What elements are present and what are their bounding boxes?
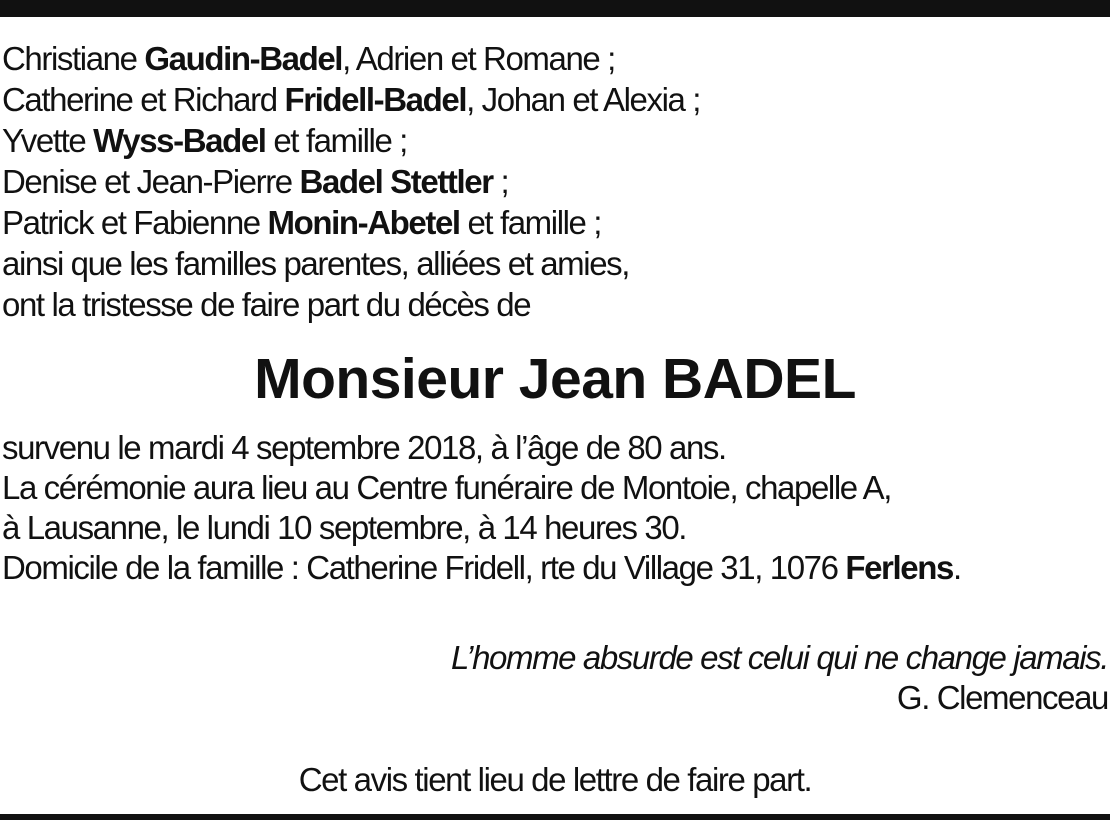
family-line-suffix: et famille ;	[265, 122, 407, 159]
domicile-period: .	[952, 549, 961, 586]
family-line	[2, 202, 1102, 243]
ceremony-line: La cérémonie aura lieu au Centre funéraire de Montoie, chapelle A,	[2, 469, 892, 506]
intro-line: ainsi que les familles parentes, alliées et amies,	[2, 245, 630, 282]
family-line-prefix: Patrick et Fabienne	[2, 204, 268, 241]
quote-author: G. Clemenceau	[896, 679, 1108, 716]
ceremony-details	[2, 428, 1110, 588]
family-line-prefix: Christiane	[2, 40, 145, 77]
family-line	[2, 38, 1102, 79]
family-line-suffix: , Johan et Alexia ;	[466, 81, 701, 118]
family-surname: Wyss-Badel	[93, 122, 266, 159]
family-line-suffix: ;	[492, 163, 509, 200]
family-surname: Monin-Abetel	[267, 204, 460, 241]
family-line-prefix: Catherine et Richard	[2, 81, 285, 118]
intro-line: ont la tristesse de faire part du décès de	[2, 286, 531, 323]
family-line	[2, 120, 1102, 161]
family-line-prefix: Denise et Jean-Pierre	[2, 163, 300, 200]
domicile-line	[2, 548, 1110, 588]
domicile-place: Ferlens	[845, 549, 953, 586]
family-line	[2, 79, 1102, 120]
deceased-name: Monsieur Jean BADEL	[254, 347, 856, 411]
closing-note: Cet avis tient lieu de lettre de faire part.	[298, 761, 812, 798]
quote-block	[451, 638, 1108, 718]
family-surname: Badel Stettler	[299, 163, 493, 200]
family-line-suffix: , Adrien et Romane ;	[342, 40, 615, 77]
quote-text: L’homme absurde est celui qui ne change jamais.	[451, 639, 1108, 676]
family-line	[2, 161, 1102, 202]
family-line-prefix: Yvette	[2, 122, 94, 159]
top-rule	[0, 0, 1110, 17]
family-surname: Fridell-Badel	[284, 81, 467, 118]
family-line-suffix: et famille ;	[459, 204, 602, 241]
ceremony-date-line: à Lausanne, le lundi 10 septembre, à 14 heures 30.	[2, 509, 687, 546]
domicile-address: Domicile de la famille : Catherine Fridell, rte du Village 31, 1076	[2, 549, 846, 586]
death-date-line: survenu le mardi 4 septembre 2018, à l’âge de 80 ans.	[2, 429, 726, 466]
family-list	[2, 38, 1102, 325]
bottom-rule	[0, 814, 1110, 820]
family-surname: Gaudin-Badel	[144, 40, 343, 77]
